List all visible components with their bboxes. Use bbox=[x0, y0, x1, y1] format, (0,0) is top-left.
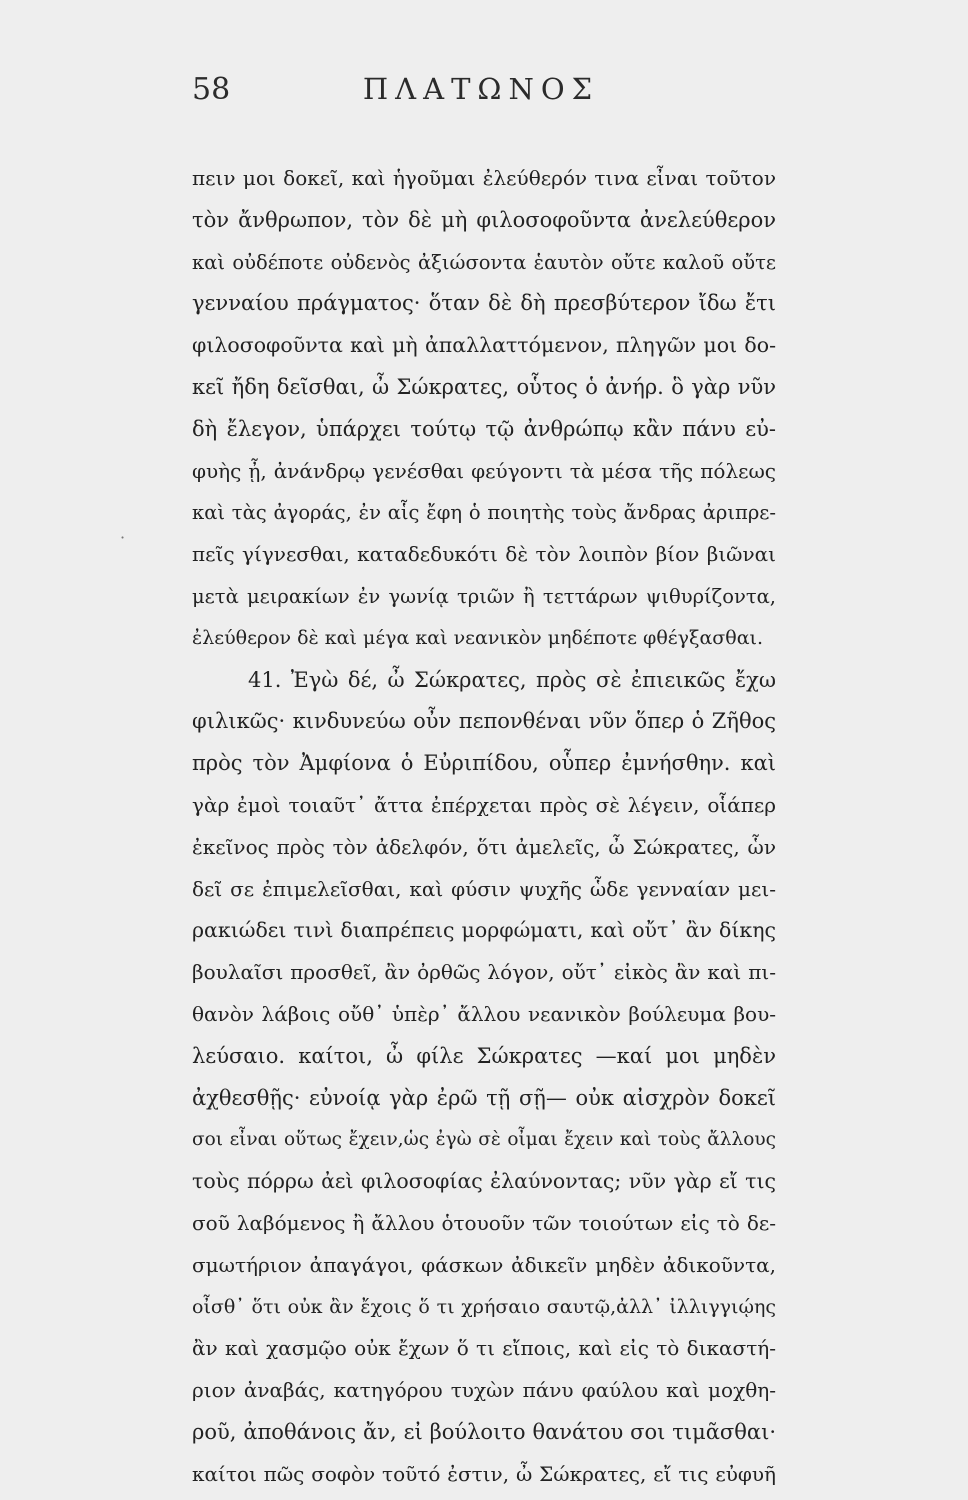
section-41-start-line: 41. Ἐγὼ δέ, ὦ Σώκρατες, πρὸς σὲ ἐπιεικῶς ἔχω bbox=[248, 667, 776, 692]
text-line: λεύσαιο. καίτοι, ὦ φίλε Σώκρατες —καί μοι μηδὲν bbox=[192, 1043, 776, 1068]
text-line: πρὸς τὸν Ἀμφίονα ὁ Εὐριπίδου, οὗπερ ἐμνήσθην. καὶ bbox=[192, 751, 776, 776]
text-line: ρακιώδει τινὶ διαπρέπεις μορφώματι, καὶ οὔτ᾽ ἂν δίκης bbox=[192, 918, 776, 943]
text-line: καὶ οὐδέποτε οὐδενὸς ἀξιώσοντα ἑαυτὸν οὔτε καλοῦ οὔτε bbox=[192, 250, 776, 274]
running-title: ΠΛΑΤΩΝΟΣ bbox=[362, 72, 600, 106]
text-line: βουλαῖσι προσθεῖ, ἂν ὀρθῶς λόγον, οὔτ᾽ εἰκὸς ἂν καὶ πι- bbox=[192, 960, 776, 985]
text-line: θανὸν λάβοις οὔθ᾽ ὑπὲρ᾽ ἄλλου νεανικὸν βούλευμα βου- bbox=[192, 1001, 776, 1026]
text-line: ριον ἀναβάς, κατηγόρου τυχὼν πάνυ φαύλου καὶ μοχθη- bbox=[192, 1378, 776, 1403]
text-line: δεῖ σε ἐπιμελεῖσθαι, καὶ φύσιν ψυχῆς ὧδε γενναίαν μει- bbox=[192, 876, 776, 901]
text-line: φυὴς ᾖ, ἀνάνδρῳ γενέσθαι φεύγοντι τὰ μέσα τῆς πόλεως bbox=[192, 458, 776, 483]
text-line: ροῦ, ἀποθάνοις ἄν, εἰ βούλοιτο θανάτου σοι τιμᾶσθαι· bbox=[192, 1419, 776, 1444]
text-line: πειν μοι δοκεῖ, καὶ ἡγοῦμαι ἐλεύθερόν τινα εἶναι τοῦτον bbox=[192, 166, 776, 190]
text-line: ἂν καὶ χασμῷο οὐκ ἔχων ὅ τι εἴποις, καὶ εἰς τὸ δικαστή- bbox=[192, 1336, 776, 1361]
margin-mark: · bbox=[120, 528, 126, 547]
text-line: σμωτήριον ἀπαγάγοι, φάσκων ἀδικεῖν μηδὲν ἀδικοῦντα, bbox=[192, 1252, 776, 1277]
text-line: σοῦ λαβόμενος ἢ ἄλλου ὁτουοῦν τῶν τοιούτων εἰς τὸ δε- bbox=[192, 1210, 776, 1235]
text-line: δὴ ἔλεγον, ὑπάρχει τούτῳ τῷ ἀνθρώπῳ κἂν πάνυ εὐ- bbox=[192, 416, 776, 441]
text-line: γὰρ ἐμοὶ τοιαῦτ᾽ ἄττα ἐπέρχεται πρὸς σὲ λέγειν, οἷάπερ bbox=[192, 792, 776, 817]
text-line: φιλοσοφοῦντα καὶ μὴ ἀπαλλαττόμενον, πληγῶν μοι δο- bbox=[192, 333, 776, 358]
text-line: κεῖ ἤδη δεῖσθαι, ὦ Σώκρατες, οὗτος ὁ ἀνήρ. ὃ γὰρ νῦν bbox=[192, 374, 776, 399]
text-line: τοὺς πόρρω ἀεὶ φιλοσοφίας ἐλαύνοντας; νῦν γὰρ εἴ τις bbox=[192, 1169, 776, 1194]
page-header bbox=[192, 72, 770, 118]
body-text bbox=[192, 158, 776, 1496]
text-line: οἶσθ᾽ ὅτι οὐκ ἂν ἔχοις ὅ τι χρήσαιο σαυτῷ,ἀλλ᾽ ἰλλιγγιῴης bbox=[192, 1295, 776, 1318]
text-line: καίτοι πῶς σοφὸν τοῦτό ἐστιν, ὦ Σώκρατες, εἴ τις εὐφυῆ bbox=[192, 1461, 776, 1486]
page-number: 58 bbox=[192, 72, 231, 107]
text-line: ἐκεῖνος πρὸς τὸν ἀδελφόν, ὅτι ἀμελεῖς, ὦ Σώκρατες, ὧν bbox=[192, 834, 776, 859]
text-line: σοι εἶναι οὕτως ἔχειν,ὡς ἐγὼ σὲ οἶμαι ἔχειν καὶ τοὺς ἄλλους bbox=[192, 1129, 776, 1151]
text-line: φιλικῶς· κινδυνεύω οὖν πεπονθέναι νῦν ὅπερ ὁ Ζῆθος bbox=[192, 709, 776, 734]
text-line: μετὰ μειρακίων ἐν γωνίᾳ τριῶν ἢ τεττάρων ψιθυρίζοντα, bbox=[192, 584, 776, 608]
text-line: ἀχθεσθῇς· εὐνοίᾳ γὰρ ἐρῶ τῇ σῇ— οὐκ αἰσχρὸν δοκεῖ bbox=[192, 1085, 776, 1110]
text-line: ἐλεύθερον δὲ καὶ μέγα καὶ νεανικὸν μηδέποτε φθέγξασθαι. bbox=[192, 626, 764, 649]
text-line: τὸν ἄνθρωπον, τὸν δὲ μὴ φιλοσοφοῦντα ἀνελεύθερον bbox=[192, 207, 776, 232]
text-line: γενναίου πράγματος· ὅταν δὲ δὴ πρεσβύτερον ἴδω ἔτι bbox=[192, 291, 776, 316]
text-line: καὶ τὰς ἀγοράς, ἐν αἷς ἔφη ὁ ποιητὴς τοὺς ἄνδρας ἀριπρε- bbox=[192, 501, 776, 525]
text-line: πεῖς γίγνεσθαι, καταδεδυκότι δὲ τὸν λοιπὸν βίον βιῶναι bbox=[192, 542, 776, 567]
